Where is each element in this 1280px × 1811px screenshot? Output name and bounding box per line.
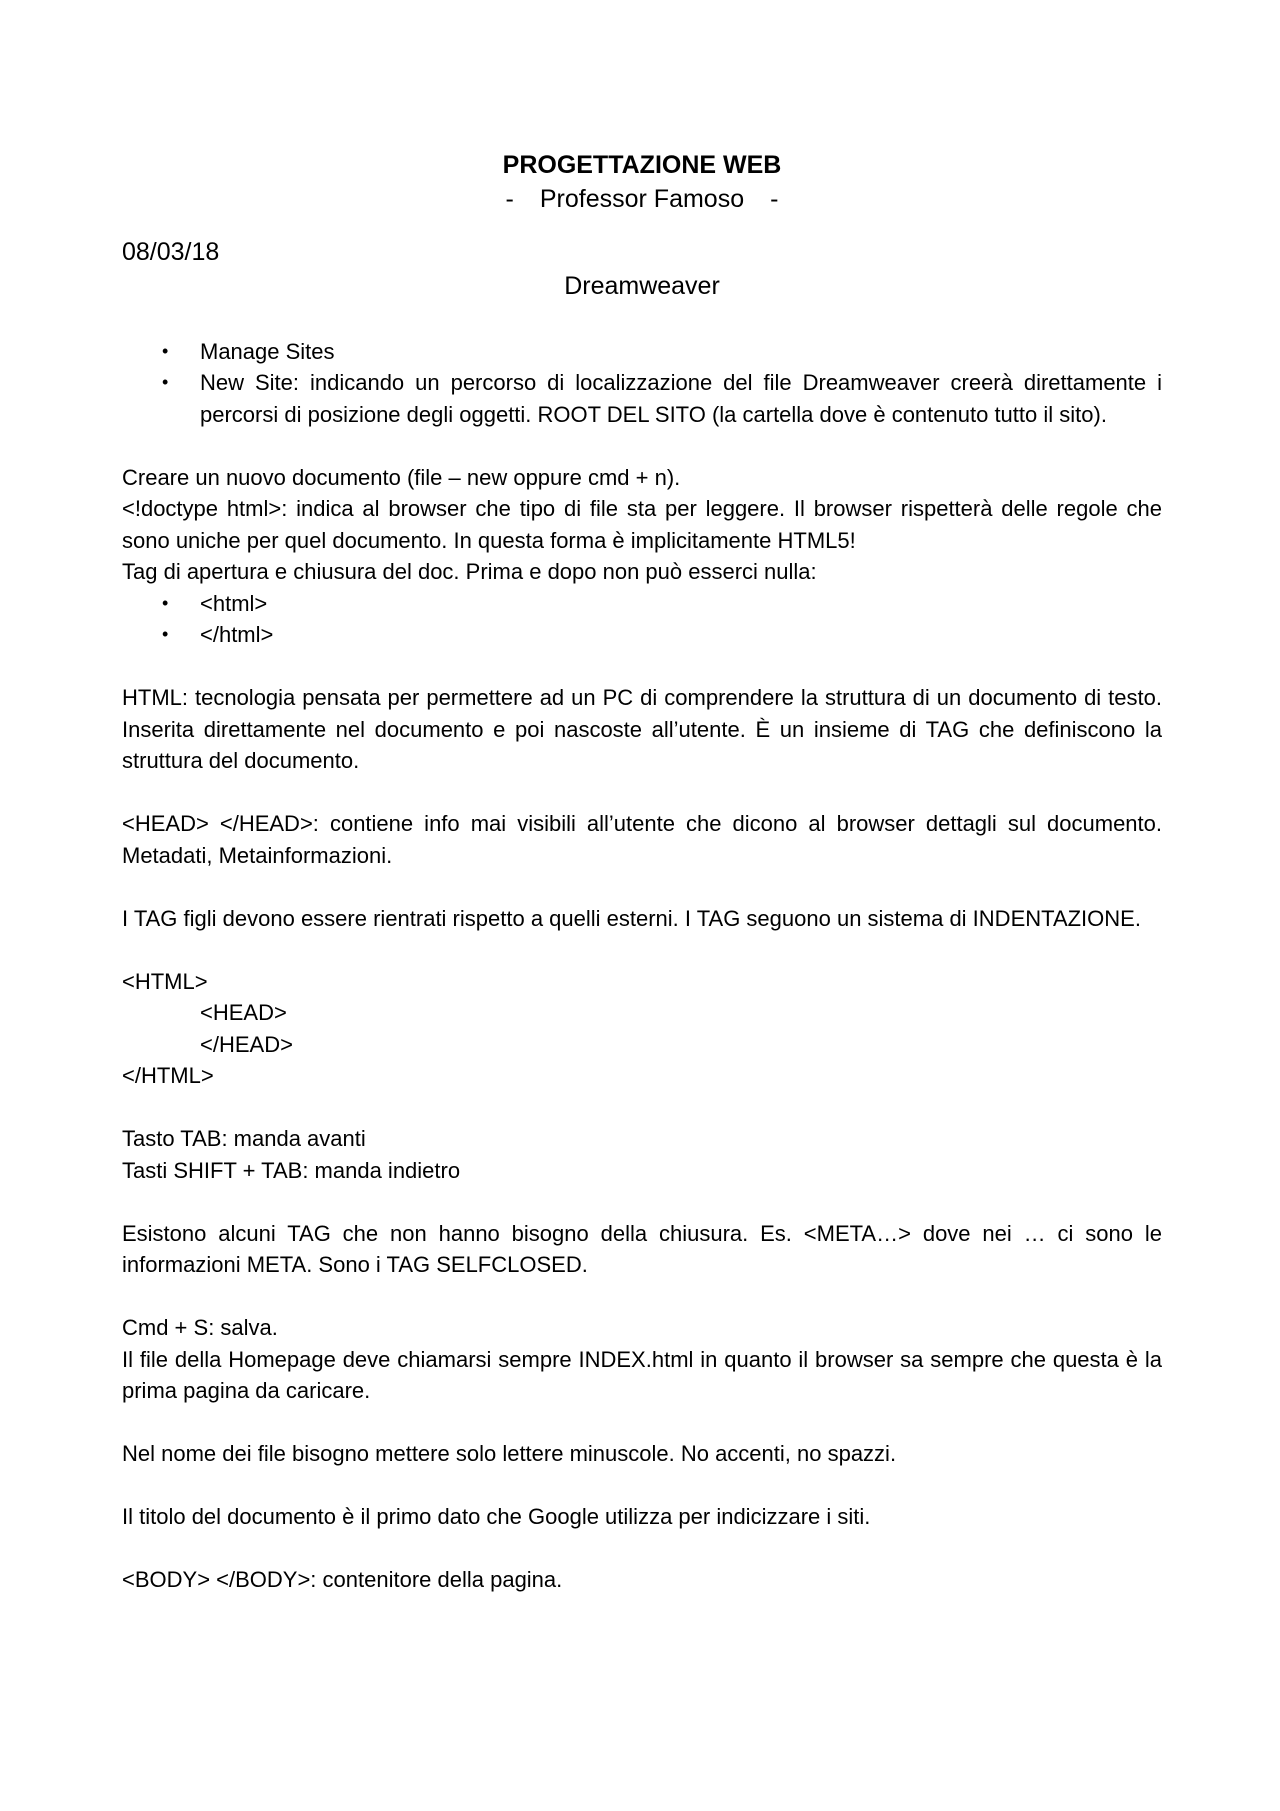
spacer	[122, 871, 1162, 903]
spacer	[122, 1470, 1162, 1502]
paragraph-tab: Tasto TAB: manda avanti	[122, 1126, 366, 1151]
list-item: • Manage Sites	[122, 336, 1162, 368]
paragraph-filenames: Nel nome dei file bisogno mettere solo lettere minuscole. No accenti, no spazzi.	[122, 1441, 897, 1466]
section-heading: Dreamweaver	[564, 272, 720, 300]
paragraph-save: Cmd + S: salva.	[122, 1315, 278, 1340]
bullet-list-html-tags	[122, 588, 1162, 651]
paragraph-document-title: Il titolo del documento è il primo dato che Google utilizza per indicizzare i siti.	[122, 1504, 871, 1529]
code-line: <HTML>	[122, 968, 208, 994]
spacer	[122, 1186, 1162, 1218]
subtitle-dash-right: -	[770, 185, 779, 213]
list-item: • <html>	[122, 588, 1162, 620]
spacer	[122, 430, 1162, 462]
paragraph-tag: Tag di apertura e chiusura del doc. Prima e dopo non può esserci nulla:	[122, 559, 817, 584]
document-subtitle	[122, 180, 1162, 218]
code-line: <HEAD>	[200, 1000, 287, 1025]
spacer	[122, 1533, 1162, 1565]
document-page	[122, 150, 1162, 1596]
list-item: • New Site: indicando un percorso di localizzazione del file Dreamweaver creerà direttamente i percorsi di posizione degli oggetti. ROOT DEL SITO (la cartella dove è contenuto tutto il sito).	[122, 367, 1162, 430]
subtitle-text: Professor Famoso	[539, 185, 745, 213]
paragraph-html: HTML: tecnologia pensata per permettere ad un PC di comprendere la struttura di un documento di testo. Inserita direttamente nel documento e poi nascoste all’utente. È un insieme di TAG che definiscono la struttura del documento.	[122, 685, 1162, 773]
paragraph-doctype: <!doctype html>: indica al browser che tipo di file sta per leggere. Il browser rispetterà delle regole che sono uniche per quel documento. In questa forma è implicitamente HTML5!	[122, 496, 1162, 553]
paragraph-body: <BODY> </BODY>: contenitore della pagina.	[122, 1567, 563, 1592]
bullet-icon: •	[162, 340, 169, 361]
code-line: </HEAD>	[200, 1031, 293, 1057]
bullet-icon: •	[162, 624, 169, 644]
bullet-icon: •	[162, 372, 169, 392]
document-date: 08/03/18	[122, 238, 220, 266]
bullet-icon: •	[162, 592, 169, 613]
document-title: PROGETTAZIONE WEB	[502, 151, 782, 179]
paragraph-create: Creare un nuovo documento (file – new oppure cmd + n).	[122, 464, 681, 490]
spacer	[122, 651, 1162, 683]
paragraph-head: <HEAD> </HEAD>: contiene info mai visibili all’utente che dicono al browser dettagli sul documento. Metadati, Metainformazioni.	[122, 811, 1162, 868]
paragraph-shift-tab: Tasti SHIFT + TAB: manda indietro	[122, 1157, 461, 1183]
code-example	[122, 966, 1162, 1092]
paragraph-indent: I TAG figli devono essere rientrati rispetto a quelli esterni. I TAG seguono un sistema di INDENTAZIONE.	[122, 905, 1141, 931]
spacer	[122, 934, 1162, 966]
spacer	[122, 777, 1162, 809]
spacer	[122, 1281, 1162, 1313]
paragraph-meta: Esistono alcuni TAG che non hanno bisogno della chiusura. Es. <META…> dove nei … ci sono le informazioni META. Sono i TAG SELFCLOSED.	[122, 1220, 1162, 1277]
spacer	[122, 1092, 1162, 1124]
list-item: • </html>	[122, 619, 1162, 651]
paragraph-index: Il file della Homepage deve chiamarsi sempre INDEX.html in quanto il browser sa sempre che questa è la prima pagina da caricare.	[122, 1346, 1162, 1403]
spacer	[122, 304, 1162, 336]
bullet-list-sites	[122, 336, 1162, 431]
subtitle-dash-left: -	[505, 185, 514, 213]
code-line: </HTML>	[122, 1063, 214, 1088]
spacer	[122, 1407, 1162, 1439]
